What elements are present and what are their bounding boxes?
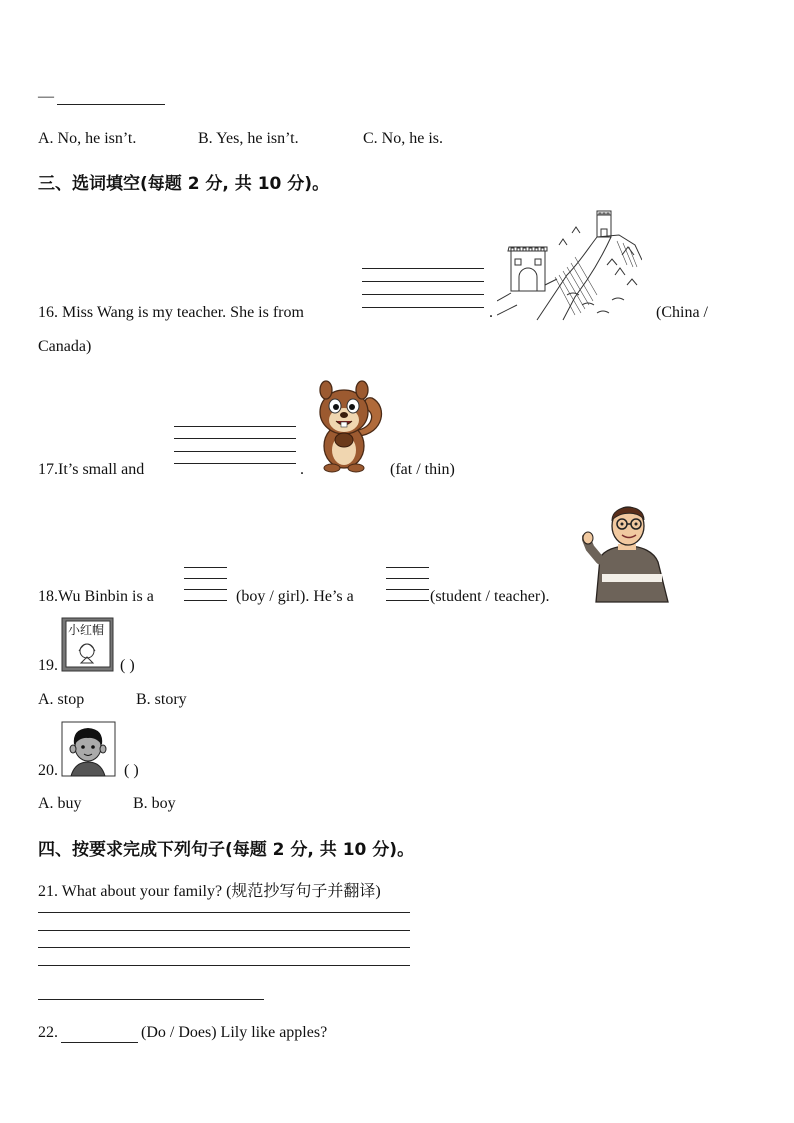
answer-line[interactable]	[61, 1042, 138, 1043]
choice-words: (fat / thin)	[390, 461, 455, 478]
sentence-period: .	[300, 461, 304, 478]
option-b[interactable]: B. boy	[133, 795, 176, 812]
question-text: (Do / Does) Lily like apples?	[141, 1024, 328, 1041]
question-number: 22.	[38, 1024, 58, 1041]
writing-line	[386, 567, 429, 568]
writing-line[interactable]	[386, 600, 429, 601]
writing-line[interactable]	[362, 307, 484, 308]
writing-line	[184, 578, 227, 579]
writing-line[interactable]	[174, 463, 296, 464]
book-title: 小红帽	[68, 623, 105, 637]
choice-words: (China /	[656, 304, 708, 321]
section-title: 三、选词填空(每题 2 分, 共 10 分)。	[38, 174, 330, 194]
writing-line	[362, 268, 484, 269]
writing-line	[386, 578, 429, 579]
option-a[interactable]: A. stop	[38, 691, 85, 708]
question-number: 19.	[38, 657, 58, 674]
question-text: 21. What about your family? (规范抄写句子并翻译)	[38, 883, 381, 900]
translation-line[interactable]	[38, 999, 264, 1000]
answer-parentheses[interactable]: ( )	[124, 762, 139, 779]
choice-words: (student / teacher).	[430, 588, 550, 605]
great-wall-illustration	[497, 205, 642, 321]
choice-words-continued: Canada)	[38, 338, 92, 355]
option-b[interactable]: B. Yes, he isn’t.	[198, 130, 299, 147]
writing-line[interactable]	[184, 600, 227, 601]
writing-line	[174, 426, 296, 427]
writing-line	[38, 930, 410, 931]
writing-line	[38, 912, 410, 913]
question-number: 20.	[38, 762, 58, 779]
writing-line	[184, 589, 227, 590]
squirrel-icon	[314, 376, 386, 474]
writing-line	[184, 567, 227, 568]
question-text: 16. Miss Wang is my teacher. She is from	[38, 304, 304, 321]
answer-line[interactable]	[57, 104, 165, 105]
option-c[interactable]: C. No, he is.	[363, 130, 443, 147]
writing-line	[174, 438, 296, 439]
section-title: 四、按要求完成下列句子(每题 2 分, 共 10 分)。	[38, 840, 415, 860]
option-b[interactable]: B. story	[136, 691, 187, 708]
answer-dash: —	[38, 88, 54, 105]
writing-line	[386, 589, 429, 590]
boy-face-icon	[61, 721, 116, 777]
writing-line[interactable]	[38, 965, 410, 966]
choice-words: (boy / girl). He’s a	[236, 588, 354, 605]
answer-parentheses[interactable]: ( )	[120, 657, 135, 674]
boy-teacher-illustration	[582, 498, 674, 606]
option-a[interactable]: A. buy	[38, 795, 82, 812]
writing-line	[362, 281, 484, 282]
writing-line	[38, 947, 410, 948]
writing-line	[174, 451, 296, 452]
sentence-period: .	[489, 304, 493, 321]
writing-line	[362, 294, 484, 295]
option-a[interactable]: A. No, he isn’t.	[38, 130, 137, 147]
question-text: 17.It’s small and	[38, 461, 145, 478]
question-text: 18.Wu Binbin is a	[38, 588, 154, 605]
